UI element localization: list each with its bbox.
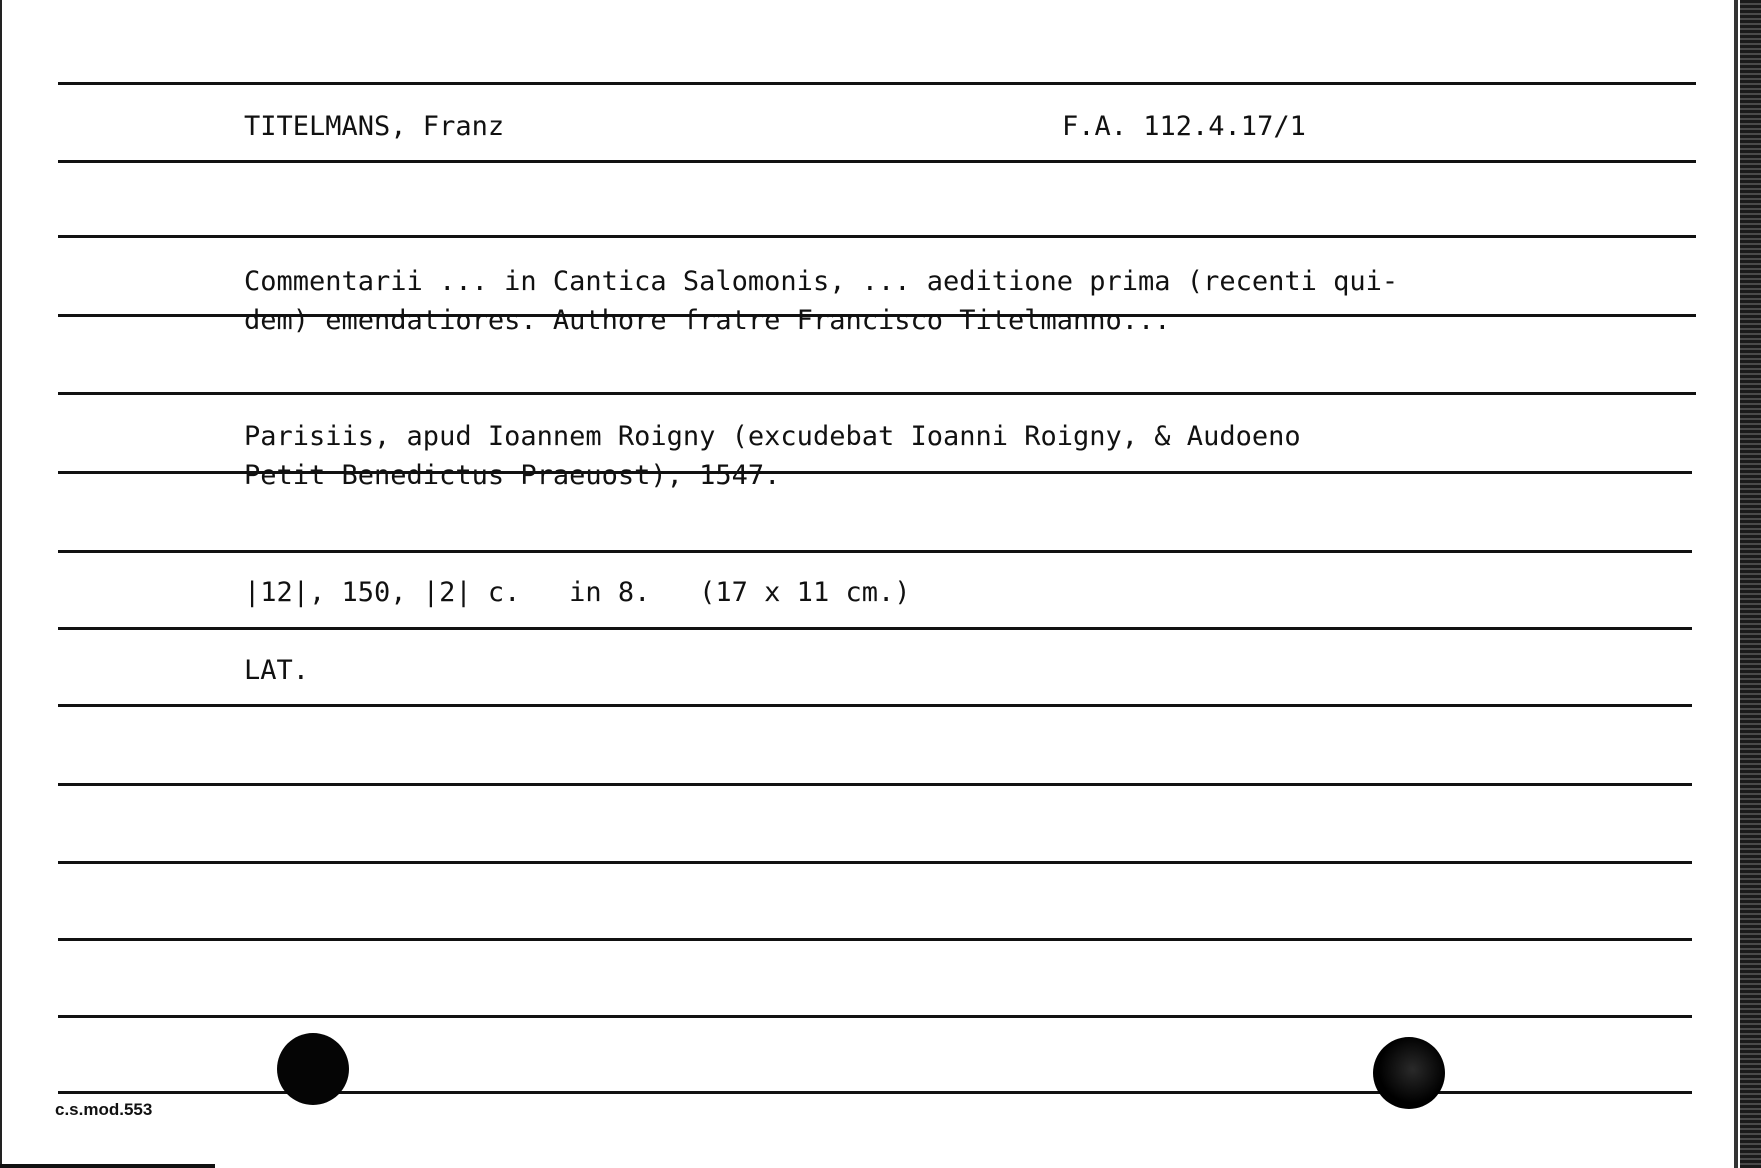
title-line-1: Commentarii ... in Cantica Salomonis, ... aeditione prima (recenti qui- bbox=[244, 266, 1399, 297]
imprint-line-1: Parisiis, apud Ioannem Roigny (excudebat Ioanni Roigny, & Audoeno bbox=[244, 421, 1301, 452]
collation: |12|, 150, |2| c. in 8. (17 x 11 cm.) bbox=[244, 577, 911, 608]
shelfmark: F.A. 112.4.17/1 bbox=[1062, 111, 1306, 142]
card-bottom-tab bbox=[0, 1164, 215, 1168]
title-line-2: dem) emendatiores. Authore fratre Francisco Titelmanno... bbox=[244, 305, 1171, 336]
form-code: c.s.mod.553 bbox=[55, 1100, 153, 1119]
ruled-line bbox=[58, 160, 1696, 163]
punch-hole-right bbox=[1373, 1037, 1445, 1109]
ruled-line bbox=[58, 550, 1692, 553]
language: LAT. bbox=[244, 655, 310, 686]
card-right-edge-inner bbox=[1734, 0, 1738, 1168]
ruled-line bbox=[58, 82, 1696, 85]
punch-hole-left bbox=[277, 1033, 349, 1105]
ruled-line bbox=[58, 704, 1692, 707]
author-heading: TITELMANS, Franz bbox=[244, 111, 505, 142]
ruled-line bbox=[58, 235, 1696, 238]
ruled-line bbox=[58, 392, 1696, 395]
card-right-edge bbox=[1740, 0, 1761, 1168]
ruled-line bbox=[58, 938, 1692, 941]
card-left-edge bbox=[0, 0, 2, 1168]
ruled-line bbox=[58, 627, 1692, 630]
ruled-line bbox=[58, 783, 1692, 786]
ruled-line bbox=[58, 861, 1692, 864]
imprint-line-2: Petit Benedictus Praeuost), 1547. bbox=[244, 460, 781, 491]
ruled-line bbox=[58, 1015, 1692, 1018]
